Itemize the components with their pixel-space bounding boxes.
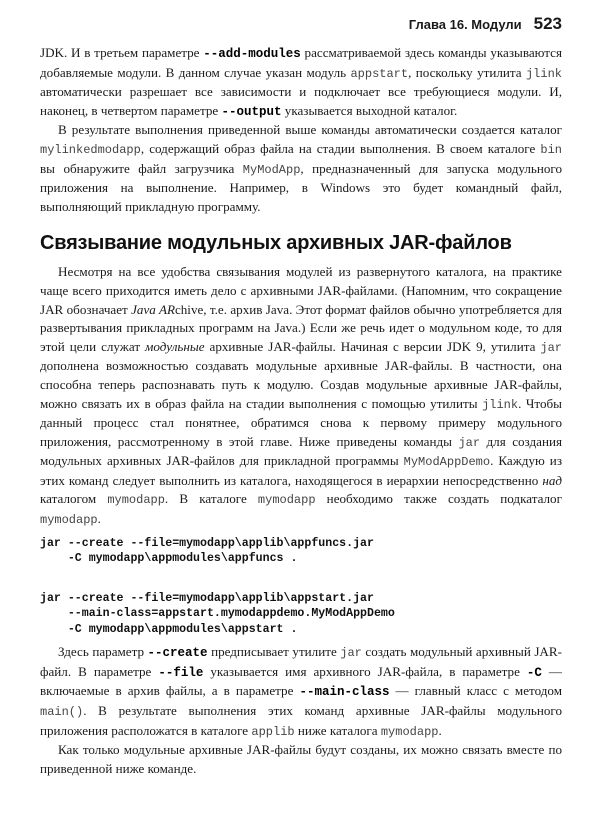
- text: — включаемые в архив файлы, а в параметре: [40, 663, 563, 699]
- code-create: --create: [147, 646, 208, 661]
- paragraph-1: [40, 44, 562, 121]
- text: необходимо также создать подкаталог: [315, 491, 562, 507]
- text: .: [97, 511, 101, 527]
- code-mymodapp: mymodapp: [257, 493, 316, 508]
- text: , поскольку утилита: [408, 64, 526, 80]
- text: . В каталоге: [164, 491, 258, 507]
- text: предписывает утилите: [207, 644, 341, 660]
- paragraph-3: [40, 263, 562, 529]
- code-c-flag: -C: [526, 665, 542, 680]
- text: вы обнаружите файл загрузчика: [40, 160, 243, 176]
- page-number: 523: [533, 14, 562, 33]
- code-block-appfuncs: jar --create --file=mymodapp\applib\appfuncs.jar -C mymodapp\appmodules\appfuncs .: [40, 536, 374, 566]
- code-block-appstart: jar --create --file=mymodapp\applib\appstart.jar --main-class=appstart.mymodappdemo.MyModAppDemo -C mymodapp\appmodules\appstart .: [40, 591, 395, 636]
- paragraph-4: [40, 643, 562, 741]
- code-jlink: jlink: [482, 397, 519, 412]
- code-applib: applib: [251, 724, 295, 739]
- text: каталогом: [40, 491, 108, 507]
- code-jar: jar: [458, 435, 481, 450]
- text: . В результате выполнения этих команд архивные JAR-файлы модульного приложения расположатся в каталоге: [40, 702, 562, 738]
- code-jar: jar: [540, 340, 562, 355]
- text: рассматриваемой здесь команды указываются добавляемые модули. В данном случае указан модуль: [40, 45, 562, 80]
- text: автоматически разрешает все зависимости и подключает все требующиеся модули. И, наконец, в четвертом параметре: [40, 84, 562, 118]
- text: — главный класс с методом: [389, 683, 562, 699]
- italic-modular: модульные: [145, 338, 205, 354]
- running-header: [40, 14, 562, 36]
- text: Как только модульные архивные JAR-файлы будут созданы, их можно связать вместе по приведенной ниже команде.: [40, 742, 562, 776]
- text: архивные JAR-файлы. Начиная с версии JDK 9, утилита: [204, 338, 541, 354]
- text: . Чтобы данный процесс стал понятнее, обратимся снова к первому примеру модульного приложения, рассмотренному в этой главе. Ниже приведены команды: [40, 395, 562, 449]
- paragraph-2: [40, 121, 562, 216]
- code-output: --output: [221, 104, 282, 119]
- code-main-method: main(): [40, 704, 84, 719]
- code-mymodapp: mymodapp: [107, 493, 165, 508]
- italic-above: над: [542, 472, 562, 488]
- text: указывается выходной каталог.: [281, 102, 458, 118]
- text: создать модульный архивный JAR-файл. В параметре: [40, 644, 562, 679]
- text: В результате выполнения приведенной выше команды автоматически создается каталог: [58, 122, 562, 138]
- paragraph-5: [40, 741, 562, 778]
- code-jlink: jlink: [525, 66, 562, 81]
- text: Несмотря на все удобства связывания модулей из развернутого каталога, на практике чаще всего приходится иметь дело с архивными JAR-файлами. (Напомним, что сокращение JAR обозначает: [40, 264, 562, 317]
- text: chive, т.е. архив Java. Этот формат файлов обычно употребляется для развертывания прикладных программ на Java.) Если же речь идет о модульном коде, то для этой цели служат: [40, 301, 562, 354]
- code-file: --file: [158, 665, 204, 680]
- text: JDK. И в третьем параметре: [40, 45, 204, 60]
- code-jar: jar: [340, 646, 362, 661]
- text: , содержащий образ файла на стадии выполнения. В своем каталоге: [140, 140, 541, 156]
- code-mymodapp: mymodapp: [40, 513, 98, 528]
- text: , предназначенный для запуска модульного приложения на выполнение. Например, в Windows это будет командный файл, выполняющий прикладную программу.: [40, 160, 562, 214]
- section-heading: Связывание модульных архивных JAR-файлов: [40, 232, 512, 255]
- chapter-title: Глава 16. Модули: [408, 17, 522, 32]
- code-add-modules: --add-modules: [203, 47, 301, 61]
- italic-java-ar: Java AR: [131, 301, 175, 317]
- page-content: [40, 44, 562, 778]
- code-mymodapp-launcher: MyModApp: [242, 162, 301, 177]
- code-mymodapp: mymodapp: [380, 724, 439, 739]
- text: Здесь параметр: [58, 644, 148, 660]
- code-bin: bin: [540, 142, 562, 157]
- code-main-class: --main-class: [299, 685, 390, 700]
- text: ниже каталога: [294, 722, 381, 738]
- code-appstart: appstart: [350, 66, 409, 81]
- text: .: [438, 722, 442, 738]
- text: указывается имя архивного JAR-файла, в параметре: [203, 663, 527, 679]
- code-mymodappdemo: MyModAppDemo: [403, 455, 491, 470]
- text: . Каждую из этих команд следует выполнить из каталога, находящегося в иерархии непосредственно: [40, 453, 562, 488]
- text: дополнена возможностью создавать модульные архивные JAR-файлы. В частности, она способна теперь распознавать путь к модулю. Создав модульные архивные JAR-файлы, можно связать их в образ файла на стадии выполнения с помощью утилиты: [40, 358, 562, 411]
- text: для создания модульных архивных JAR-файлов для прикладной программы: [40, 433, 563, 469]
- code-mylinkedmodapp: mylinkedmodapp: [40, 142, 141, 157]
